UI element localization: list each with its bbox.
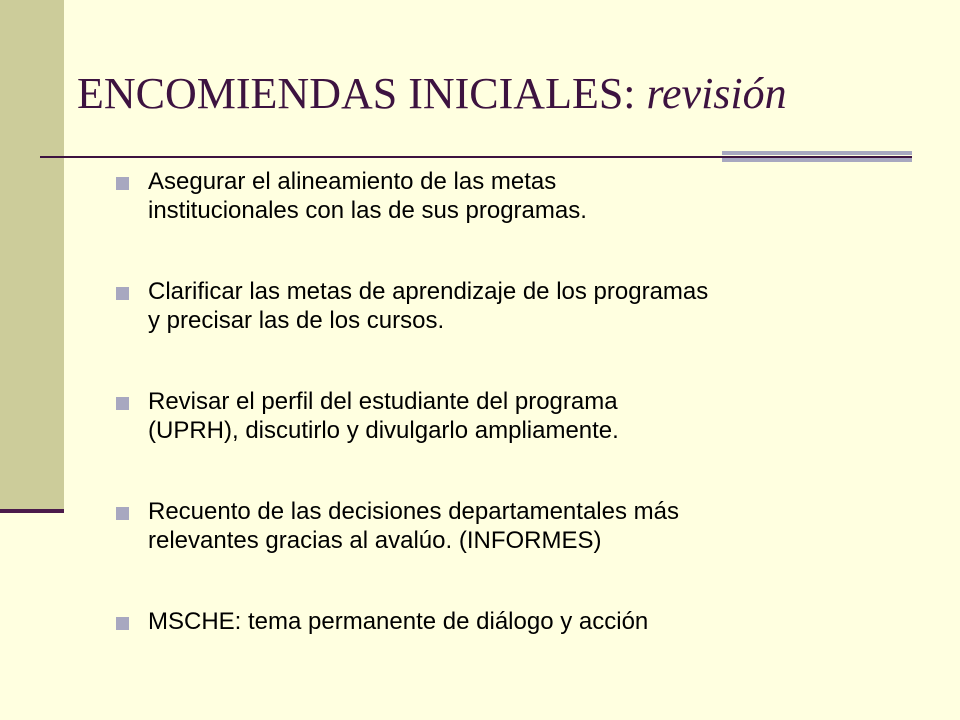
square-bullet-icon [116,507,129,520]
bullet-text-line: MSCHE: tema permanente de diálogo y acción [148,608,649,635]
square-bullet-icon [116,287,129,300]
bullet-item [115,497,915,607]
bullet-text-line: Clarificar las metas de aprendizaje de los programas [148,278,709,305]
slide-title-emphasis: revisión [646,69,787,118]
square-bullet-icon [116,397,129,410]
square-bullet-icon [116,617,129,630]
bullet-text-line: (UPRH), discutirlo y divulgarlo ampliamente. [148,417,619,444]
bullet-list [115,167,915,647]
bullet-item [115,167,915,277]
slide-title [77,66,787,122]
bullet-text-line: Asegurar el alineamiento de las metas [148,168,557,195]
title-accent-bar [722,151,912,162]
bullet-text-line: relevantes gracias al avalúo. (INFORMES) [148,527,602,554]
bullet-text-line: y precisar las de los cursos. [148,307,445,334]
bullet-item [115,607,915,647]
left-decorative-band [0,0,64,511]
bullet-item [115,387,915,497]
slide-title-main: ENCOMIENDAS INICIALES: [77,69,636,118]
bullet-text-line: Revisar el perfil del estudiante del programa [148,388,618,415]
bullet-text-line: institucionales con las de sus programas. [148,197,587,224]
left-decorative-rule [0,509,64,513]
square-bullet-icon [116,177,129,190]
bullet-item [115,277,915,387]
bullet-text-line: Recuento de las decisiones departamentales más [148,498,679,525]
